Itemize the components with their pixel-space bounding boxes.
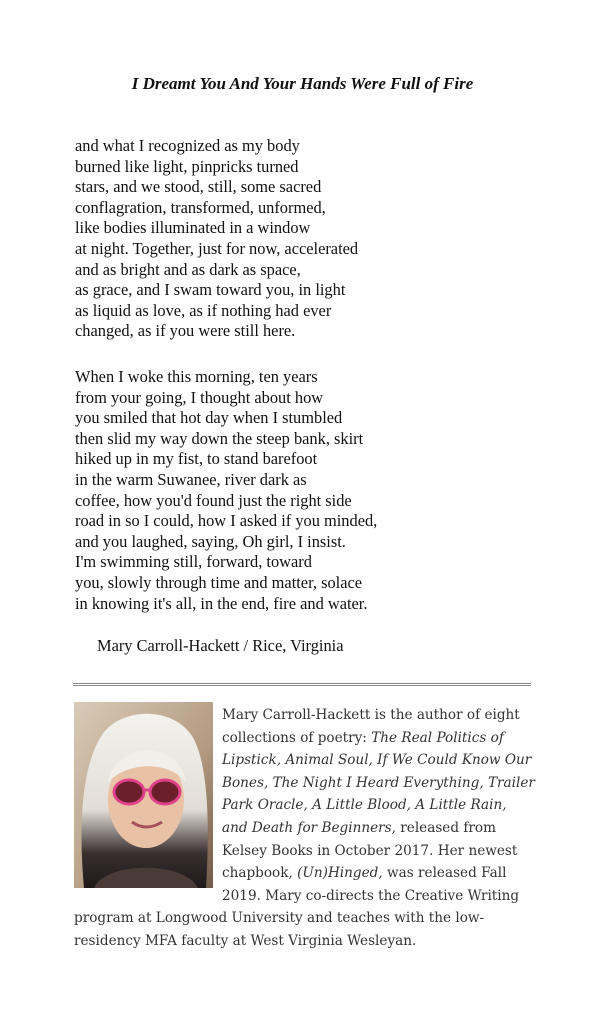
bio-line: collections of poetry: The Real Politics of [222,729,504,746]
bio-line: Kelsey Books in October 2017. Her newest [222,842,518,859]
bio-line: Lipstick, Animal Soul, If We Could Know Our [222,752,532,769]
bio-line: chapbook, (Un)Hinged, was released Fall [222,865,507,882]
poem-line: conflagration, transformed, unformed, [75,197,326,217]
bio-line: Park Oracle, A Little Blood, A Little Rain, [222,797,507,814]
author-bio [74,704,534,953]
poem-line: as liquid as love, as if nothing had ever [75,300,332,320]
poem-line: from your going, I thought about how [75,387,324,407]
poem-line: in knowing it's all, in the end, fire and water. [75,593,368,613]
bio-line: Bones, The Night I Heard Everything, Trailer [222,774,535,791]
author-signature: Mary Carroll-Hackett / Rice, Virginia [97,636,344,655]
bio-line: Mary Carroll-Hackett is the author of eight [222,707,520,723]
poem-line: and you laughed, saying, Oh girl, I insist. [75,531,346,551]
bio-line: 2019. Mary co-directs the Creative Writing [222,887,520,904]
poem-line: stars, and we stood, still, some sacred [75,177,322,197]
poem-line: and as bright and as dark as space, [75,259,301,279]
poem-line: in the warm Suwanee, river dark as [75,469,307,489]
bio-line: program at Longwood University and teaches with the low- [74,910,485,927]
poem-line: as grace, and I swam toward you, in light [75,280,346,300]
poem-line: at night. Together, just for now, accelerated [75,238,359,258]
poem-stanza-2 [75,367,377,614]
poem-line: then slid my way down the steep bank, skirt [75,428,364,448]
poem-line: hiked up in my fist, to stand barefoot [75,449,318,469]
poem-line: and what I recognized as my body [75,136,300,155]
poem-line: coffee, how you'd found just the right side [75,490,352,510]
poem-line: road in so I could, how I asked if you minded, [75,511,378,531]
poem-line: burned like light, pinpricks turned [75,156,299,176]
poem-line: changed, as if you were still here. [75,321,296,341]
bio-line: and Death for Beginners, released from [222,819,496,836]
poem-line: like bodies illuminated in a window [75,218,311,238]
poem-stanza-1 [75,136,358,342]
section-divider [73,683,531,686]
poem-line: When I woke this morning, ten years [75,367,318,386]
poem-title: I Dreamt You And Your Hands Were Full of Fire [131,74,474,93]
poem-line: you smiled that hot day when I stumbled [75,408,343,428]
poem-line: you, slowly through time and matter, solace [75,572,363,592]
poem-line: I'm swimming still, forward, toward [75,552,312,572]
bio-line: residency MFA faculty at West Virginia Wesleyan. [74,932,417,949]
